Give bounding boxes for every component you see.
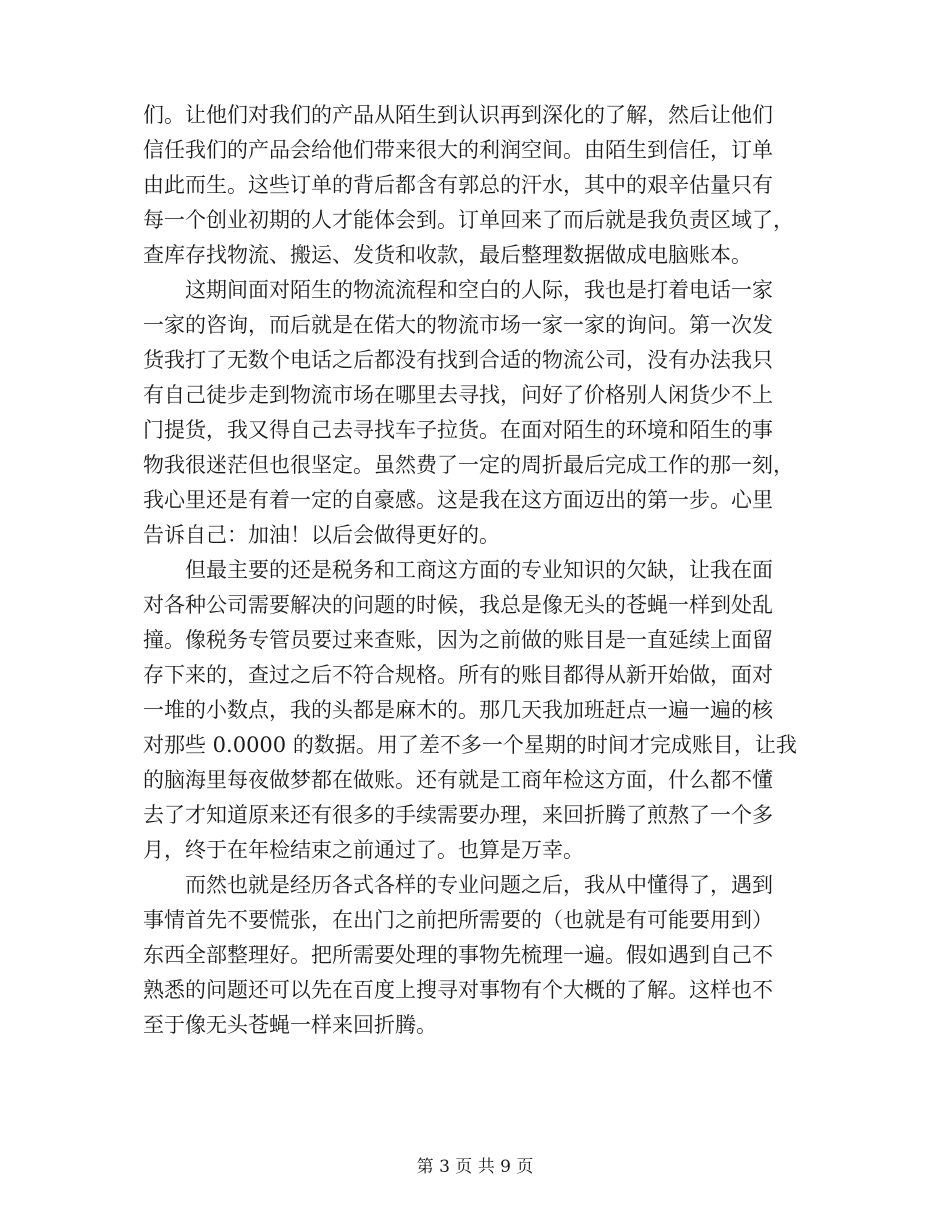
text-line: 一堆的小数点，我的头都是麻木的。那几天我加班赶点一遍一遍的核: [143, 698, 773, 722]
text-line: 对各种公司需要解决的问题的时候，我总是像无头的苍蝇一样到处乱: [143, 593, 773, 617]
text-line: 一家的咨询，而后就是在偌大的物流市场一家一家的询问。第一次发: [143, 313, 773, 337]
text-line: 有自己徒步走到物流市场在哪里去寻找，问好了价格别人闲货少不上: [143, 383, 773, 407]
text-line: 的脑海里每夜做梦都在做账。还有就是工商年检这方面，什么都不懂: [143, 768, 773, 792]
text-line: 熟悉的问题还可以先在百度上搜寻对事物有个大概的了解。这样也不: [143, 978, 773, 1002]
text-line: 但最主要的还是税务和工商这方面的专业知识的欠缺，让我在面: [143, 558, 773, 582]
text-line: 货我打了无数个电话之后都没有找到合适的物流公司，没有办法我只: [143, 348, 773, 372]
body-text: [143, 98, 808, 1043]
text-line: 事情首先不要慌张，在出门之前把所需要的（也就是有可能要用到）: [143, 908, 773, 932]
text-line: 们。让他们对我们的产品从陌生到认识再到深化的了解，然后让他们: [143, 103, 773, 127]
text-line: 物我很迷茫但也很坚定。虽然费了一定的周折最后完成工作的那一刻，: [143, 453, 794, 477]
page-number-footer: 第 3 页 共 9 页: [416, 1157, 534, 1177]
text-line: 去了才知道原来还有很多的手续需要办理，来回折腾了煎熬了一个多: [143, 803, 773, 827]
text-line: 由此而生。这些订单的背后都含有郭总的汗水，其中的艰辛估量只有: [143, 173, 773, 197]
text-line: 信任我们的产品会给他们带来很大的利润空间。由陌生到信任，订单: [143, 138, 773, 162]
text-line: 每一个创业初期的人才能体会到。订单回来了而后就是我负责区域了，: [143, 208, 794, 232]
text-line: 告诉自己：加油！以后会做得更好的。: [143, 523, 500, 547]
text-line: 我心里还是有着一定的自豪感。这是我在这方面迈出的第一步。心里: [143, 488, 773, 512]
text-line: 这期间面对陌生的物流流程和空白的人际，我也是打着电话一家: [143, 278, 773, 302]
text-line: 查库存找物流、搬运、发货和收款，最后整理数据做成电脑账本。: [143, 243, 752, 267]
text-line: 门提货，我又得自己去寻找车子拉货。在面对陌生的环境和陌生的事: [143, 418, 773, 442]
text-line: 撞。像税务专管员要过来查账，因为之前做的账目是一直延续上面留: [143, 628, 773, 652]
text-line: 而然也就是经历各式各样的专业问题之后，我从中懂得了，遇到: [143, 873, 773, 897]
text-line: 东西全部整理好。把所需要处理的事物先梳理一遍。假如遇到自己不: [143, 943, 773, 967]
text-line: 对那些 0.0000 的数据。用了差不多一个星期的时间才完成账目，让我: [143, 733, 797, 757]
text-line: 存下来的，查过之后不符合规格。所有的账目都得从新开始做，面对: [143, 663, 773, 687]
text-line: 至于像无头苍蝇一样来回折腾。: [143, 1013, 437, 1037]
text-line: 月，终于在年检结束之前通过了。也算是万幸。: [143, 838, 584, 862]
